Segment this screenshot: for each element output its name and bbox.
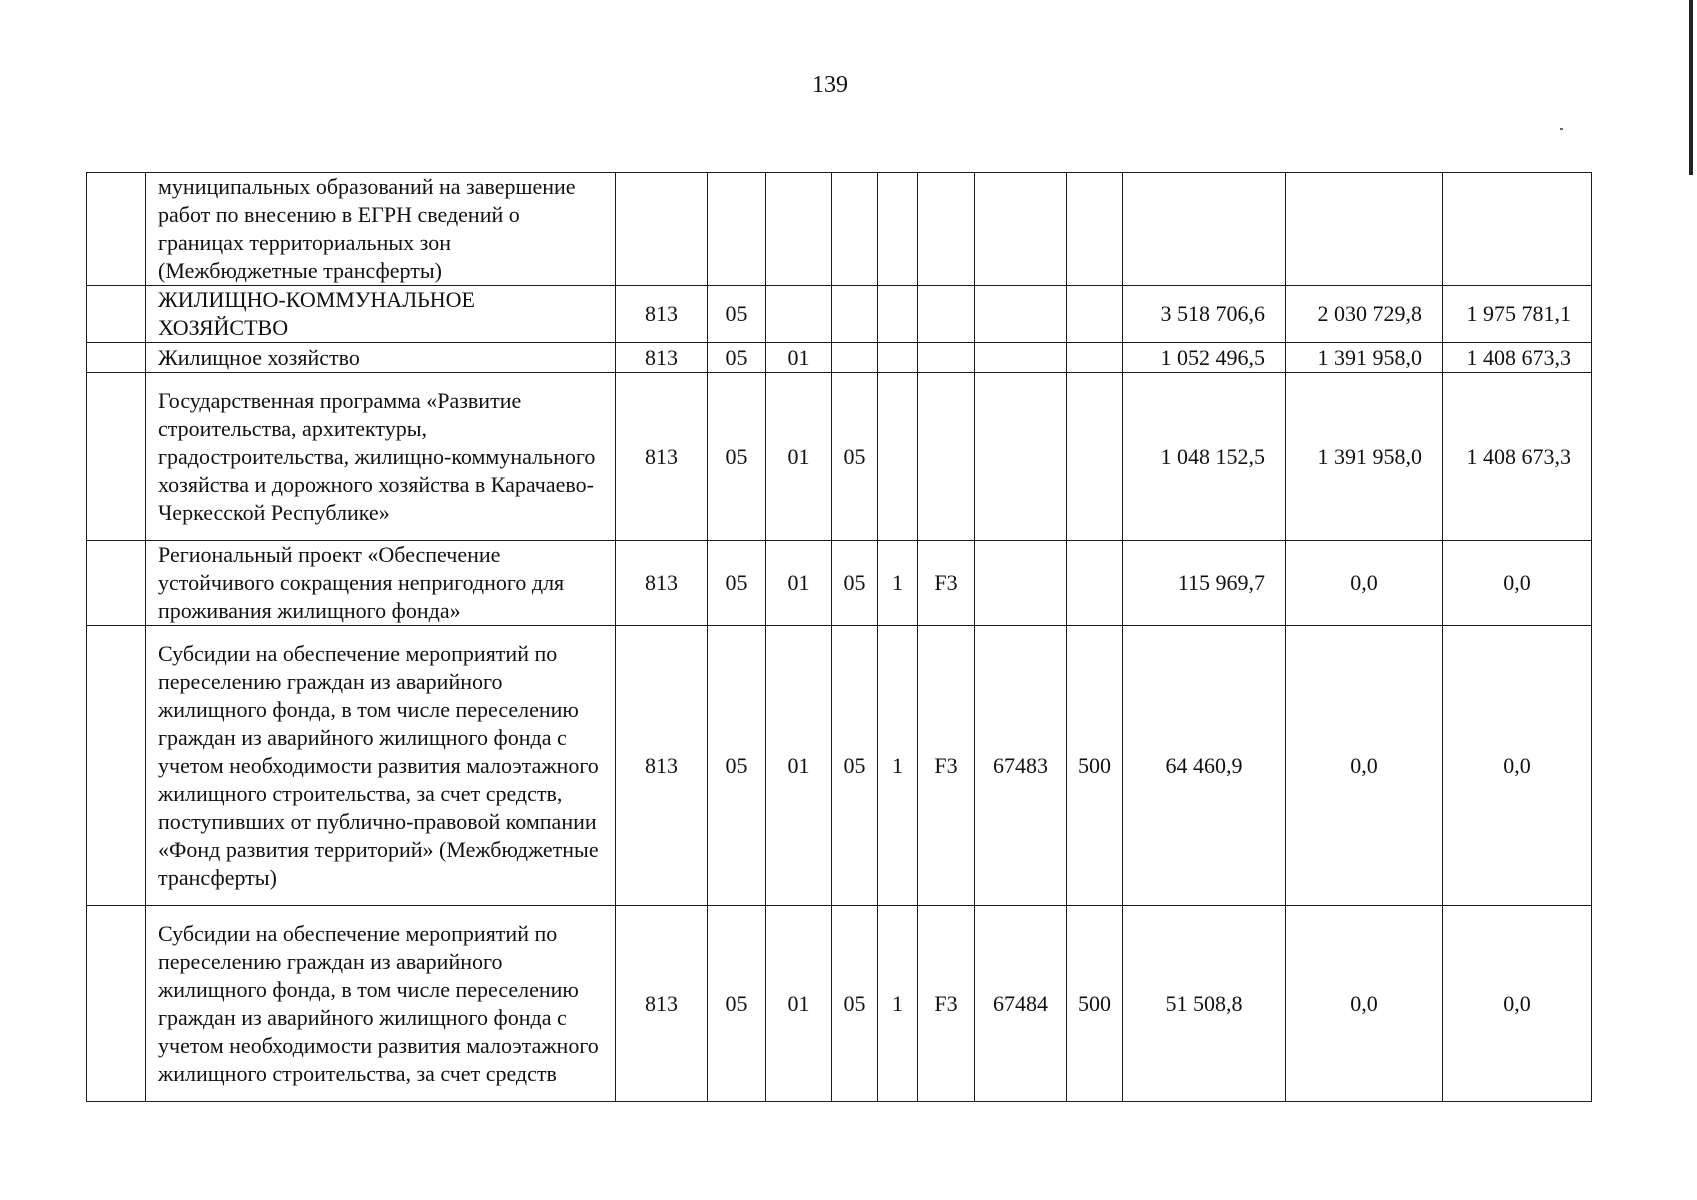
table-row xyxy=(87,343,1592,373)
expense-name-cell: Региональный проект «Обеспечение устойчивого сокращения непригодного для проживания жилищного фонда» xyxy=(146,541,616,626)
expense-name-cell: муниципальных образований на завершение работ по внесению в ЕГРН сведений о границах территориальных зон (Межбюджетные трансферты) xyxy=(146,173,616,286)
project-code-cell xyxy=(918,173,975,286)
amount-3-cell: 0,0 xyxy=(1443,906,1592,1102)
ministry-code-cell: 813 xyxy=(616,343,708,373)
amount-3-cell: 1 408 673,3 xyxy=(1443,373,1592,541)
section-code-cell: 05 xyxy=(708,343,766,373)
project-code-cell xyxy=(918,373,975,541)
subsection-code-cell: 01 xyxy=(766,906,832,1102)
amount-3-cell xyxy=(1443,173,1592,286)
expense-type-cell xyxy=(1067,373,1123,541)
amount-3-cell: 0,0 xyxy=(1443,541,1592,626)
direction-code-cell xyxy=(975,173,1067,286)
ministry-code-cell: 813 xyxy=(616,541,708,626)
subsection-code-cell: 01 xyxy=(766,373,832,541)
project-code-cell: F3 xyxy=(918,541,975,626)
table-row xyxy=(87,286,1592,343)
amount-1-cell: 64 460,9 xyxy=(1123,626,1286,906)
scan-edge-mark xyxy=(1689,0,1693,175)
row-number-cell xyxy=(87,906,146,1102)
program-code-cell xyxy=(832,286,878,343)
direction-code-cell xyxy=(975,373,1067,541)
expense-name-cell: Субсидии на обеспечение мероприятий по переселению граждан из аварийного жилищного фонда, в том числе переселению граждан из аварийного жилищного фонда с учетом необходимости развития малоэтажного жилищного строительства, за счет средств, поступивших от публично-правовой компании «Фонд развития территорий» (Межбюджетные трансферты) xyxy=(146,626,616,906)
amount-3-cell: 1 408 673,3 xyxy=(1443,343,1592,373)
project-code-cell: F3 xyxy=(918,626,975,906)
amount-2-cell: 2 030 729,8 xyxy=(1286,286,1443,343)
direction-code-cell: 67484 xyxy=(975,906,1067,1102)
amount-3-cell: 0,0 xyxy=(1443,626,1592,906)
amount-1-cell: 51 508,8 xyxy=(1123,906,1286,1102)
amount-3-cell: 1 975 781,1 xyxy=(1443,286,1592,343)
subprogram-code-cell: 1 xyxy=(878,541,918,626)
page-number: 139 xyxy=(812,72,848,98)
subsection-code-cell xyxy=(766,173,832,286)
expense-type-cell: 500 xyxy=(1067,906,1123,1102)
expense-name-cell: Государственная программа «Развитие строительства, архитектуры, градостроительства, жилищно-коммунального хозяйства и дорожного хозяйства в Карачаево-Черкесской Республике» xyxy=(146,373,616,541)
expense-type-cell xyxy=(1067,541,1123,626)
expense-name-cell: Жилищное хозяйство xyxy=(146,343,616,373)
amount-2-cell: 0,0 xyxy=(1286,626,1443,906)
amount-1-cell: 1 052 496,5 xyxy=(1123,343,1286,373)
subprogram-code-cell xyxy=(878,286,918,343)
row-number-cell xyxy=(87,373,146,541)
table-row xyxy=(87,173,1592,286)
section-code-cell: 05 xyxy=(708,541,766,626)
expense-name-cell: ЖИЛИЩНО-КОММУНАЛЬНОЕ ХОЗЯЙСТВО xyxy=(146,286,616,343)
row-number-cell xyxy=(87,343,146,373)
table-row xyxy=(87,906,1592,1102)
program-code-cell: 05 xyxy=(832,541,878,626)
project-code-cell: F3 xyxy=(918,906,975,1102)
table-row xyxy=(87,541,1592,626)
table-row xyxy=(87,626,1592,906)
section-code-cell xyxy=(708,173,766,286)
row-number-cell xyxy=(87,173,146,286)
budget-table xyxy=(86,172,1592,1102)
program-code-cell: 05 xyxy=(832,906,878,1102)
amount-2-cell: 0,0 xyxy=(1286,906,1443,1102)
program-code-cell xyxy=(832,173,878,286)
project-code-cell xyxy=(918,343,975,373)
expense-name-cell: Субсидии на обеспечение мероприятий по переселению граждан из аварийного жилищного фонда, в том числе переселению граждан из аварийного жилищного фонда с учетом необходимости развития малоэтажного жилищного строительства, за счет средств xyxy=(146,906,616,1102)
amount-1-cell xyxy=(1123,173,1286,286)
amount-1-cell: 1 048 152,5 xyxy=(1123,373,1286,541)
direction-code-cell xyxy=(975,343,1067,373)
section-code-cell: 05 xyxy=(708,626,766,906)
subsection-code-cell: 01 xyxy=(766,626,832,906)
amount-1-cell: 115 969,7 xyxy=(1123,541,1286,626)
row-number-cell xyxy=(87,626,146,906)
amount-2-cell: 1 391 958,0 xyxy=(1286,373,1443,541)
row-number-cell xyxy=(87,541,146,626)
program-code-cell: 05 xyxy=(832,373,878,541)
amount-2-cell xyxy=(1286,173,1443,286)
direction-code-cell xyxy=(975,286,1067,343)
subprogram-code-cell: 1 xyxy=(878,626,918,906)
direction-code-cell xyxy=(975,541,1067,626)
program-code-cell: 05 xyxy=(832,626,878,906)
program-code-cell xyxy=(832,343,878,373)
subsection-code-cell: 01 xyxy=(766,541,832,626)
direction-code-cell: 67483 xyxy=(975,626,1067,906)
subprogram-code-cell xyxy=(878,343,918,373)
ministry-code-cell xyxy=(616,173,708,286)
subprogram-code-cell xyxy=(878,173,918,286)
amount-2-cell: 0,0 xyxy=(1286,541,1443,626)
table-row xyxy=(87,373,1592,541)
ministry-code-cell: 813 xyxy=(616,626,708,906)
subprogram-code-cell xyxy=(878,373,918,541)
section-code-cell: 05 xyxy=(708,286,766,343)
ministry-code-cell: 813 xyxy=(616,373,708,541)
subprogram-code-cell: 1 xyxy=(878,906,918,1102)
amount-2-cell: 1 391 958,0 xyxy=(1286,343,1443,373)
subsection-code-cell xyxy=(766,286,832,343)
ministry-code-cell: 813 xyxy=(616,906,708,1102)
amount-1-cell: 3 518 706,6 xyxy=(1123,286,1286,343)
ministry-code-cell: 813 xyxy=(616,286,708,343)
section-code-cell: 05 xyxy=(708,906,766,1102)
scan-speck xyxy=(1560,128,1563,130)
expense-type-cell xyxy=(1067,286,1123,343)
project-code-cell xyxy=(918,286,975,343)
expense-type-cell: 500 xyxy=(1067,626,1123,906)
expense-type-cell xyxy=(1067,343,1123,373)
row-number-cell xyxy=(87,286,146,343)
expense-type-cell xyxy=(1067,173,1123,286)
section-code-cell: 05 xyxy=(708,373,766,541)
subsection-code-cell: 01 xyxy=(766,343,832,373)
